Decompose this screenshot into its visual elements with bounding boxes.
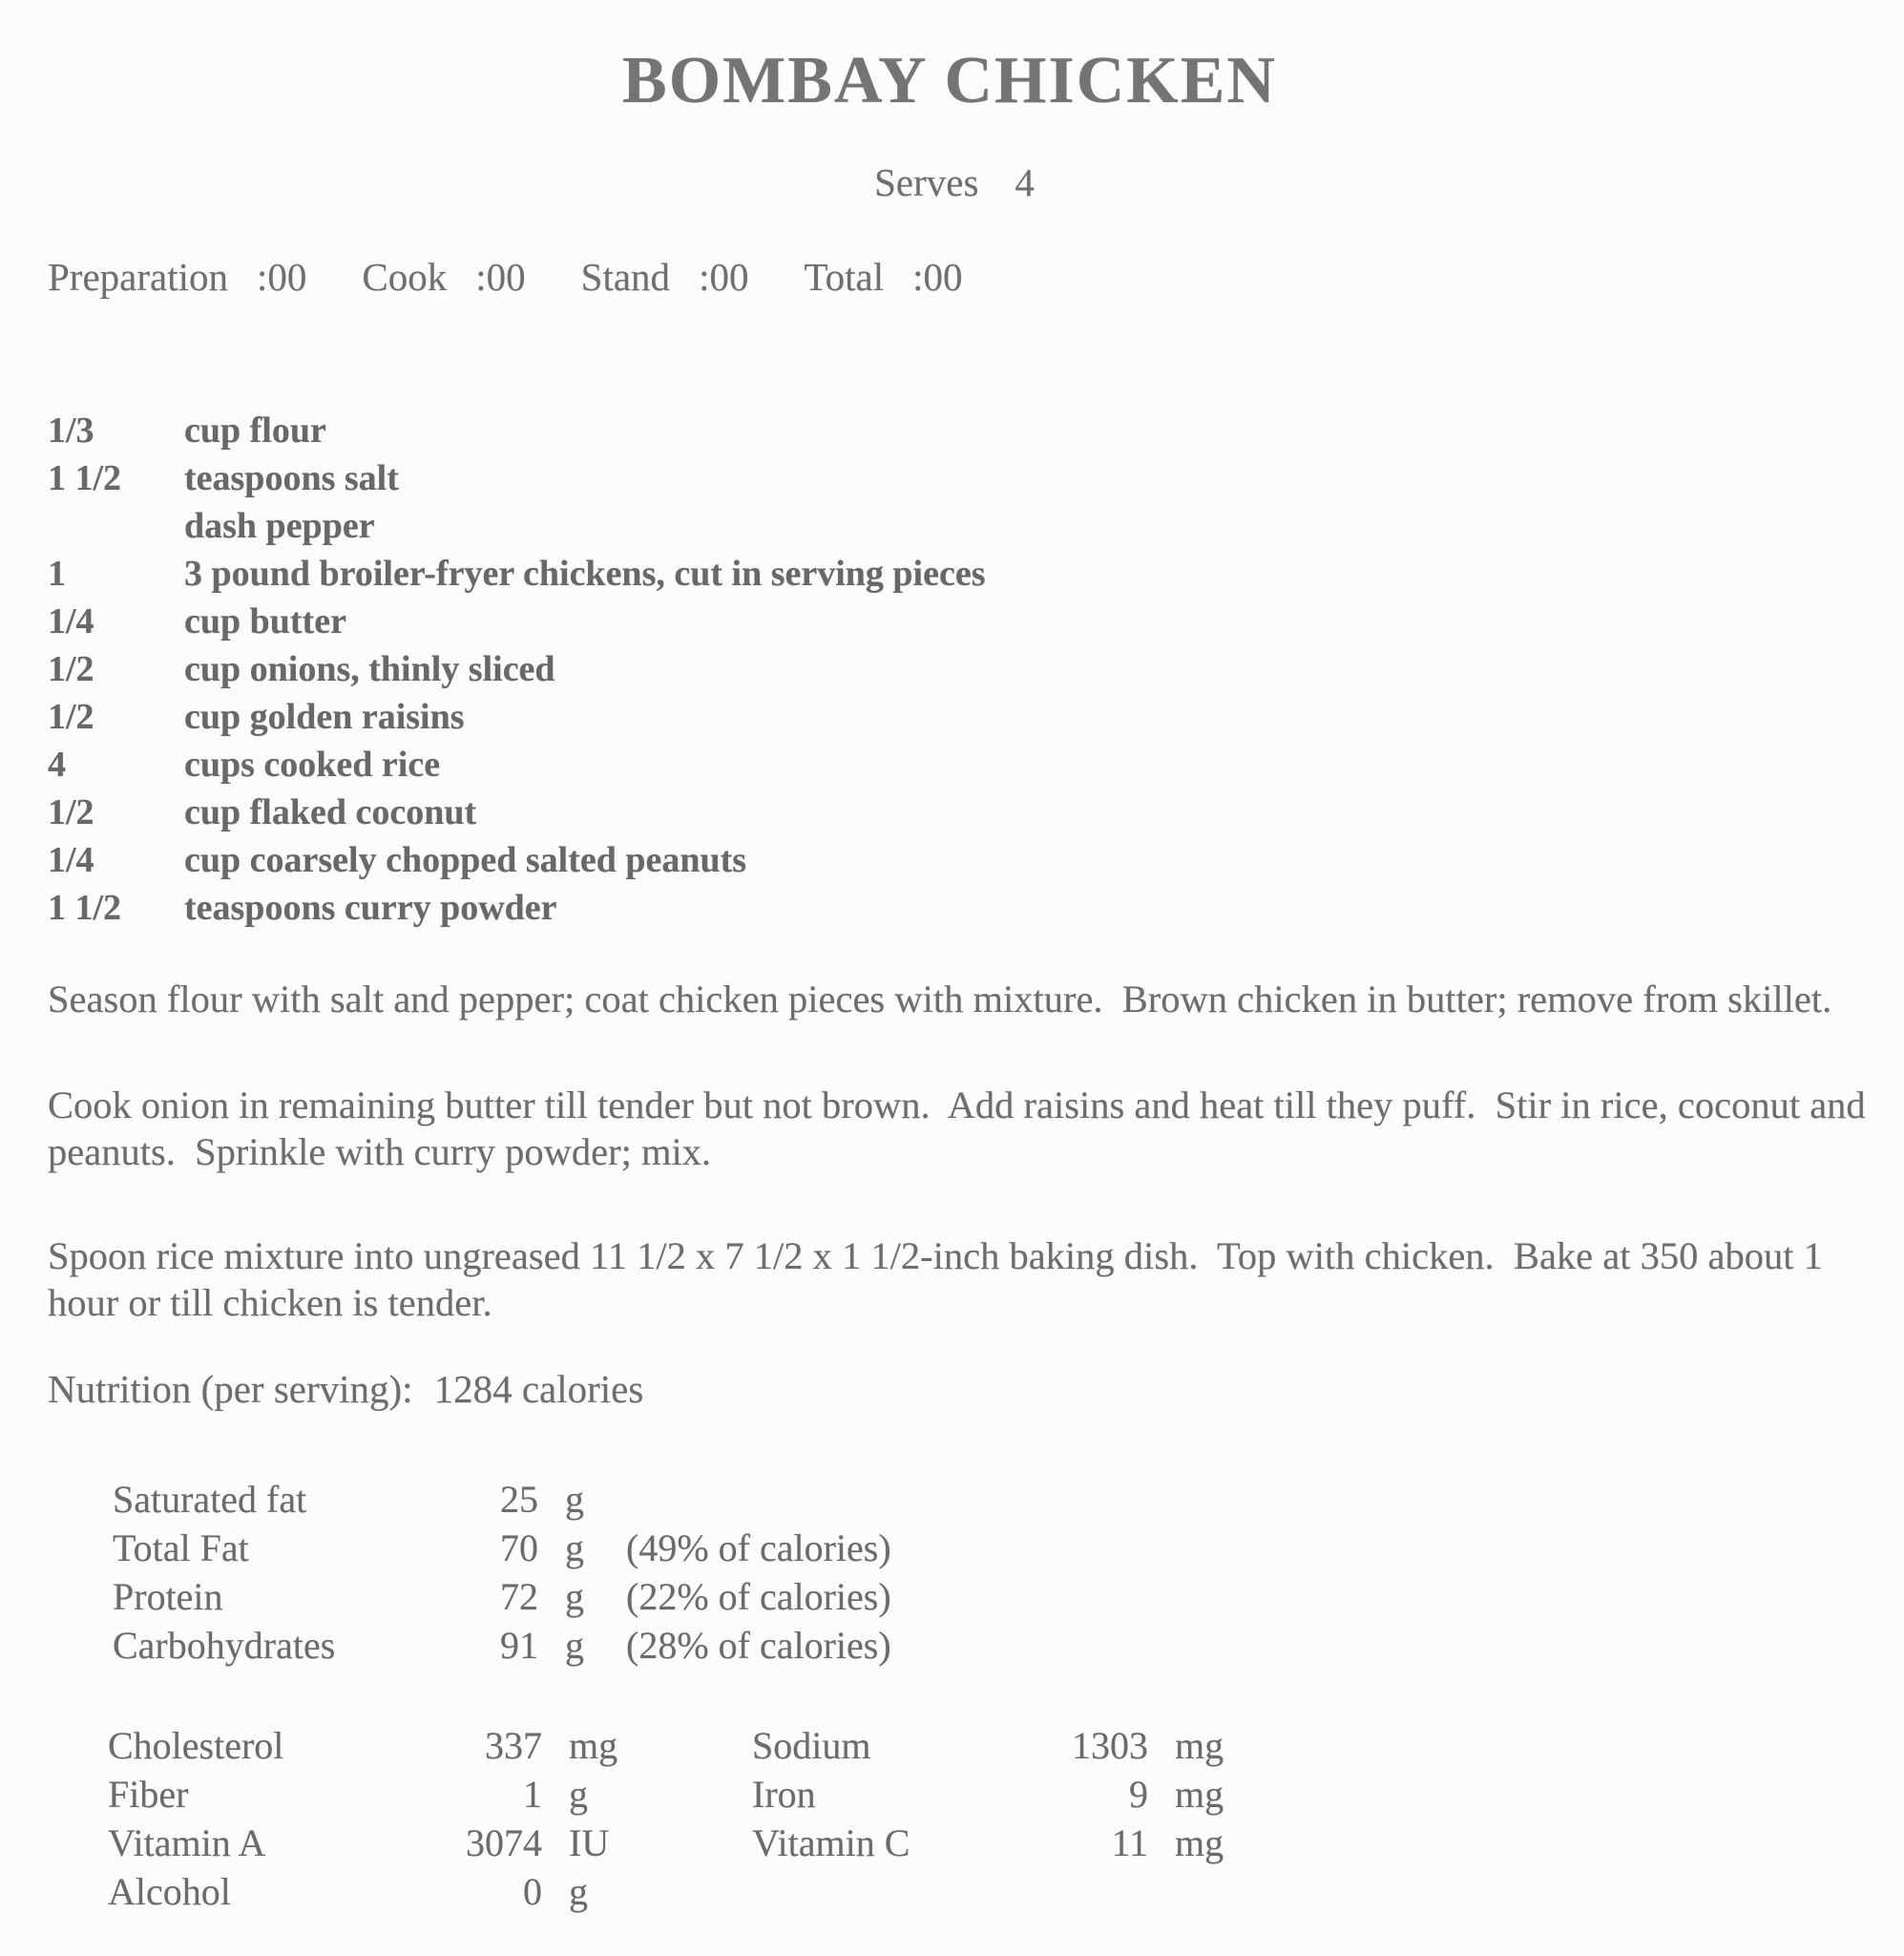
ingredients-list [48,407,1861,932]
nutrient-unit: g [569,1870,588,1913]
ingredient-qty: 1/4 [48,601,94,641]
nutrient-value: 337 [485,1724,542,1767]
recipe-title: BOMBAY CHICKEN [622,44,1277,117]
ingredient-text: cup golden raisins [184,697,465,737]
nutrient-note: (49% of calories) [626,1526,891,1569]
nutrient-label: Protein [113,1575,223,1618]
ingredient-qty: 4 [48,745,66,785]
timing-total [804,254,962,300]
ingredient-text: cup flaked coconut [184,792,477,832]
ingredient-row [48,454,1861,502]
nutrient-label: Iron [752,1773,816,1816]
ingredient-text: cup coarsely chopped salted peanuts [184,840,747,880]
nutrition-row [48,1621,1861,1670]
nutrient-unit: mg [1175,1821,1224,1864]
nutrient-value: 9 [1129,1773,1148,1816]
serves-line [48,160,1861,204]
nutrient-value: 72 [500,1575,538,1618]
nutrient-unit: g [565,1624,584,1667]
nutrition-summary-label: Nutrition (per serving): [48,1367,413,1411]
ingredient-row [48,884,1861,932]
timing-cook [362,254,525,300]
nutrition-row [48,1524,1861,1572]
nutrient-unit: g [565,1575,584,1618]
nutrient-label: Sodium [752,1724,871,1767]
nutrient-label: Cholesterol [108,1724,284,1767]
nutrient-label: Carbohydrates [113,1624,336,1667]
nutrient-note: (22% of calories) [626,1575,891,1618]
nutrient-label: Saturated fat [113,1478,307,1521]
nutrition-micros-right [752,1721,1236,1867]
nutrition-macros-table [48,1475,1861,1670]
timing-label: Cook [362,255,448,299]
nutrition-summary-value: 1284 calories [433,1367,644,1411]
ingredient-row [48,645,1861,693]
ingredient-text: cups cooked rice [184,745,441,785]
ingredient-qty: 1 1/2 [48,888,122,928]
ingredient-row [48,789,1861,836]
ingredient-row [48,836,1861,884]
instruction-paragraph-3: Spoon rice mixture into ungreased 11 1/2 x 7 1/2 x 1 1/2-inch baking dish. Top with chicken. Bake at 350 about 1 hour or till chicken is tender. [48,1234,1832,1324]
nutrient-unit: mg [1175,1724,1224,1767]
ingredient-row [48,741,1861,789]
nutrient-label: Fiber [108,1773,189,1816]
nutrient-label: Vitamin C [752,1821,910,1864]
nutrient-label: Vitamin A [108,1821,266,1864]
timing-label: Total [804,255,885,299]
nutrient-value: 1303 [1072,1724,1148,1767]
ingredient-row [48,550,1861,598]
timing-stand [581,254,749,300]
nutrition-row [752,1819,1236,1867]
instruction-paragraph-2: Cook onion in remaining butter till tender but not brown. Add raisins and heat till they puff. Stir in rice, coconut and peanuts. Sprinkle with curry powder; mix. [48,1083,1875,1173]
ingredient-qty: 1 1/2 [48,458,122,498]
nutrition-row [108,1721,630,1770]
nutrition-micros-tables [48,1721,1861,1916]
timing-label: Preparation [48,255,228,299]
nutrition-row [752,1721,1236,1770]
nutrition-row [108,1819,630,1867]
ingredient-qty: 1/4 [48,840,94,880]
timing-value: :00 [912,255,963,299]
serves-label: Serves [874,160,979,204]
timing-preparation [48,254,306,300]
ingredient-row [48,693,1861,741]
nutrient-unit: g [565,1478,584,1521]
nutrient-value: 70 [500,1526,538,1569]
nutrient-note: (28% of calories) [626,1624,891,1667]
nutrient-label: Total Fat [113,1526,249,1569]
ingredient-qty: 1/3 [48,410,94,451]
ingredient-text: dash pepper [184,506,375,546]
serves-value: 4 [1015,160,1035,204]
nutrient-unit: mg [569,1724,618,1767]
ingredient-text: cup onions, thinly sliced [184,649,555,689]
nutrient-value: 25 [500,1478,538,1521]
nutrient-unit: mg [1175,1773,1224,1816]
timing-value: :00 [256,255,307,299]
nutrient-unit: g [569,1773,588,1816]
nutrient-unit: g [565,1526,584,1569]
nutrition-row [108,1867,630,1916]
ingredient-text: cup butter [184,601,346,641]
ingredient-row [48,502,1861,550]
nutrition-micros-left [108,1721,630,1916]
timing-value: :00 [699,255,749,299]
ingredient-row [48,598,1861,645]
instruction-paragraph-1: Season flour with salt and pepper; coat chicken pieces with mixture. Brown chicken in butter; remove from skillet. [48,978,1832,1020]
nutrition-row [752,1770,1236,1819]
ingredient-text: teaspoons curry powder [184,888,557,928]
ingredient-text: 3 pound broiler-fryer chickens, cut in serving pieces [184,554,986,594]
nutrient-value: 0 [523,1870,542,1913]
nutrient-value: 11 [1111,1821,1148,1864]
ingredient-text: teaspoons salt [184,458,399,498]
ingredient-qty: 1/2 [48,649,94,689]
timings-row [48,254,1861,300]
nutrient-unit: IU [569,1821,610,1864]
ingredient-qty: 1/2 [48,792,94,832]
nutrient-label: Alcohol [108,1870,231,1913]
ingredient-qty: 1/2 [48,697,94,737]
nutrition-row [108,1770,630,1819]
nutrient-value: 91 [500,1624,538,1667]
nutrition-row [48,1475,1861,1524]
ingredient-row [48,407,1861,454]
timing-value: :00 [475,255,526,299]
nutrient-value: 3074 [466,1821,542,1864]
ingredient-text: cup flour [184,410,326,451]
nutrition-summary [48,1366,1861,1412]
timing-label: Stand [580,255,671,299]
ingredient-qty: 1 [48,554,66,594]
nutrition-row [48,1572,1861,1621]
nutrient-value: 1 [523,1773,542,1816]
